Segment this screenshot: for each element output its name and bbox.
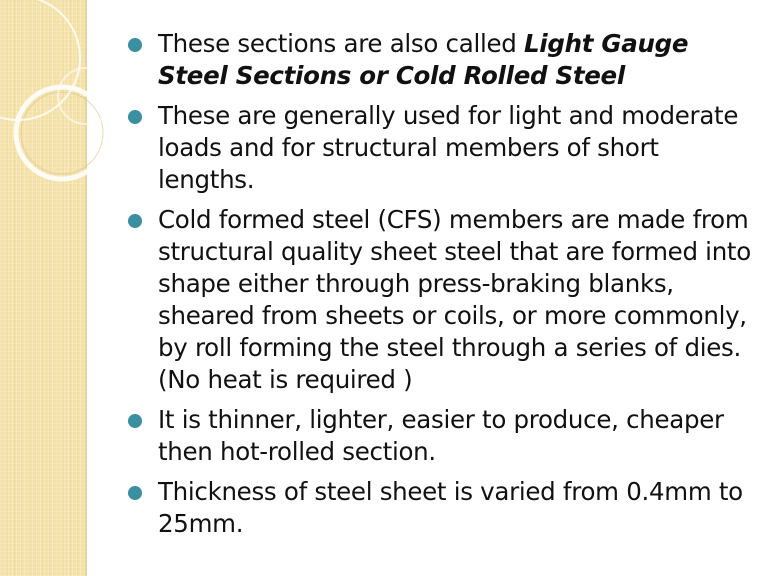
bullet-dot-icon bbox=[128, 486, 142, 500]
bullet-dot-icon bbox=[128, 414, 142, 428]
bullet-list bbox=[128, 28, 753, 540]
bullet-text: These are generally used for light and moderate loads and for structural members of short lengths. bbox=[158, 101, 739, 194]
bullet-text: It is thinner, lighter, easier to produce, cheaper then hot-rolled section. bbox=[158, 405, 724, 466]
bullet-emphasis: Light Gauge Steel Sections or Cold Rolled Steel bbox=[158, 29, 689, 90]
bullet-text: These sections are also called bbox=[158, 29, 524, 58]
decorative-rings bbox=[0, 0, 120, 230]
bullet-item bbox=[128, 28, 753, 92]
bullet-dot-icon bbox=[128, 214, 142, 228]
bullet-item bbox=[128, 404, 753, 468]
bullet-item bbox=[128, 204, 753, 396]
bullet-dot-icon bbox=[128, 110, 142, 124]
bullet-item bbox=[128, 100, 753, 196]
bullet-text: Thickness of steel sheet is varied from 0.4mm to 25mm. bbox=[158, 477, 743, 538]
bullet-dot-icon bbox=[128, 38, 142, 52]
bullet-item bbox=[128, 476, 753, 540]
slide-content bbox=[128, 28, 753, 548]
bullet-text: Cold formed steel (CFS) members are made from structural quality sheet steel that are formed into shape either through press-braking blanks, sheared from sheets or coils, or more commonly, by roll forming the steel through a series of dies. (No heat is required ) bbox=[158, 205, 751, 394]
